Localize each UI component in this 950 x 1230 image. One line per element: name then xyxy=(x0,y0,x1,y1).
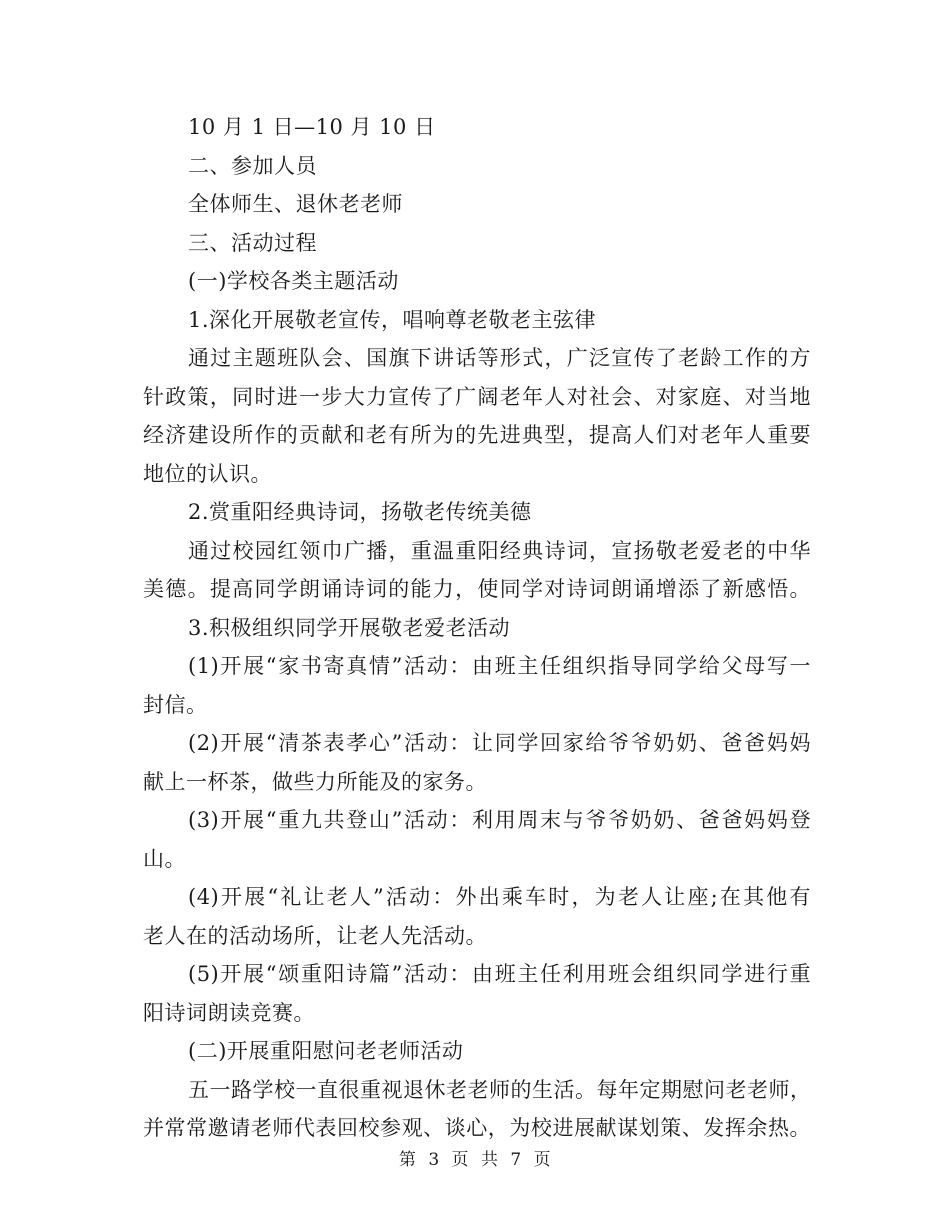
text-line: 五一路学校一直很重视退休老老师的生活。每年定期慰问老老师， xyxy=(188,1077,812,1102)
text-line: 针政策，同时进一步大力宣传了广阔老年人对社会、对家庭、对当地 xyxy=(143,384,811,409)
text-line: (2)开展“清茶表孝心”活动：让同学回家给爷爷奶奶、爸爸妈妈 xyxy=(188,731,811,755)
text-line: 通过主题班队会、国旗下讲话等形式，广泛宣传了老龄工作的方 xyxy=(188,346,811,370)
text-line: 全体师生、退休老老师 xyxy=(188,192,403,216)
text-line: 地位的认识。 xyxy=(143,461,272,486)
text-line: (二)开展重阳慰问老老师活动 xyxy=(188,1039,464,1063)
text-line: (一)学校各类主题活动 xyxy=(188,269,399,293)
text-line: 封信。 xyxy=(143,692,208,717)
text-line: 二、参加人员 xyxy=(188,153,317,178)
text-line: 献上一杯茶，做些力所能及的家务。 xyxy=(143,769,487,794)
text-line: 老人在的活动场所，让老人先活动。 xyxy=(143,923,487,948)
text-line: (5)开展“颂重阳诗篇”活动：由班主任利用班会组织同学进行重 xyxy=(188,962,811,986)
text-line: 阳诗词朗读竞赛。 xyxy=(143,1000,315,1025)
text-line: 美德。提高同学朗诵诗词的能力，使同学对诗词朗诵增添了新感悟。 xyxy=(143,577,811,601)
text-line: 2.赏重阳经典诗词，扬敬老传统美德 xyxy=(188,500,532,524)
text-line: 山。 xyxy=(143,846,186,871)
page-footer: 第 3 页 共 7 页 xyxy=(398,1150,552,1170)
text-line: 10 月 1 日—10 月 10 日 xyxy=(188,115,436,139)
text-line: (1)开展“家书寄真情”活动：由班主任组织指导同学给父母写一 xyxy=(188,654,811,678)
text-line: 1.深化开展敬老宣传，唱响尊老敬老主弦律 xyxy=(188,307,597,332)
text-line: (4)开展“礼让老人”活动：外出乘车时，为老人让座;在其他有 xyxy=(188,885,811,909)
text-line: 3.积极组织同学开展敬老爱老活动 xyxy=(188,615,511,640)
text-line: 经济建设所作的贡献和老有所为的先进典型，提高人们对老年人重要 xyxy=(143,423,811,447)
text-line: 并常常邀请老师代表回校参观、谈心，为校进展献谋划策、发挥余热。 xyxy=(143,1116,811,1140)
text-line: 三、活动过程 xyxy=(188,230,317,255)
document-body xyxy=(143,108,811,1148)
text-line: (3)开展“重九共登山”活动：利用周末与爷爷奶奶、爸爸妈妈登 xyxy=(188,808,811,832)
text-line: 通过校园红领巾广播，重温重阳经典诗词，宣扬敬老爱老的中华 xyxy=(188,538,811,563)
